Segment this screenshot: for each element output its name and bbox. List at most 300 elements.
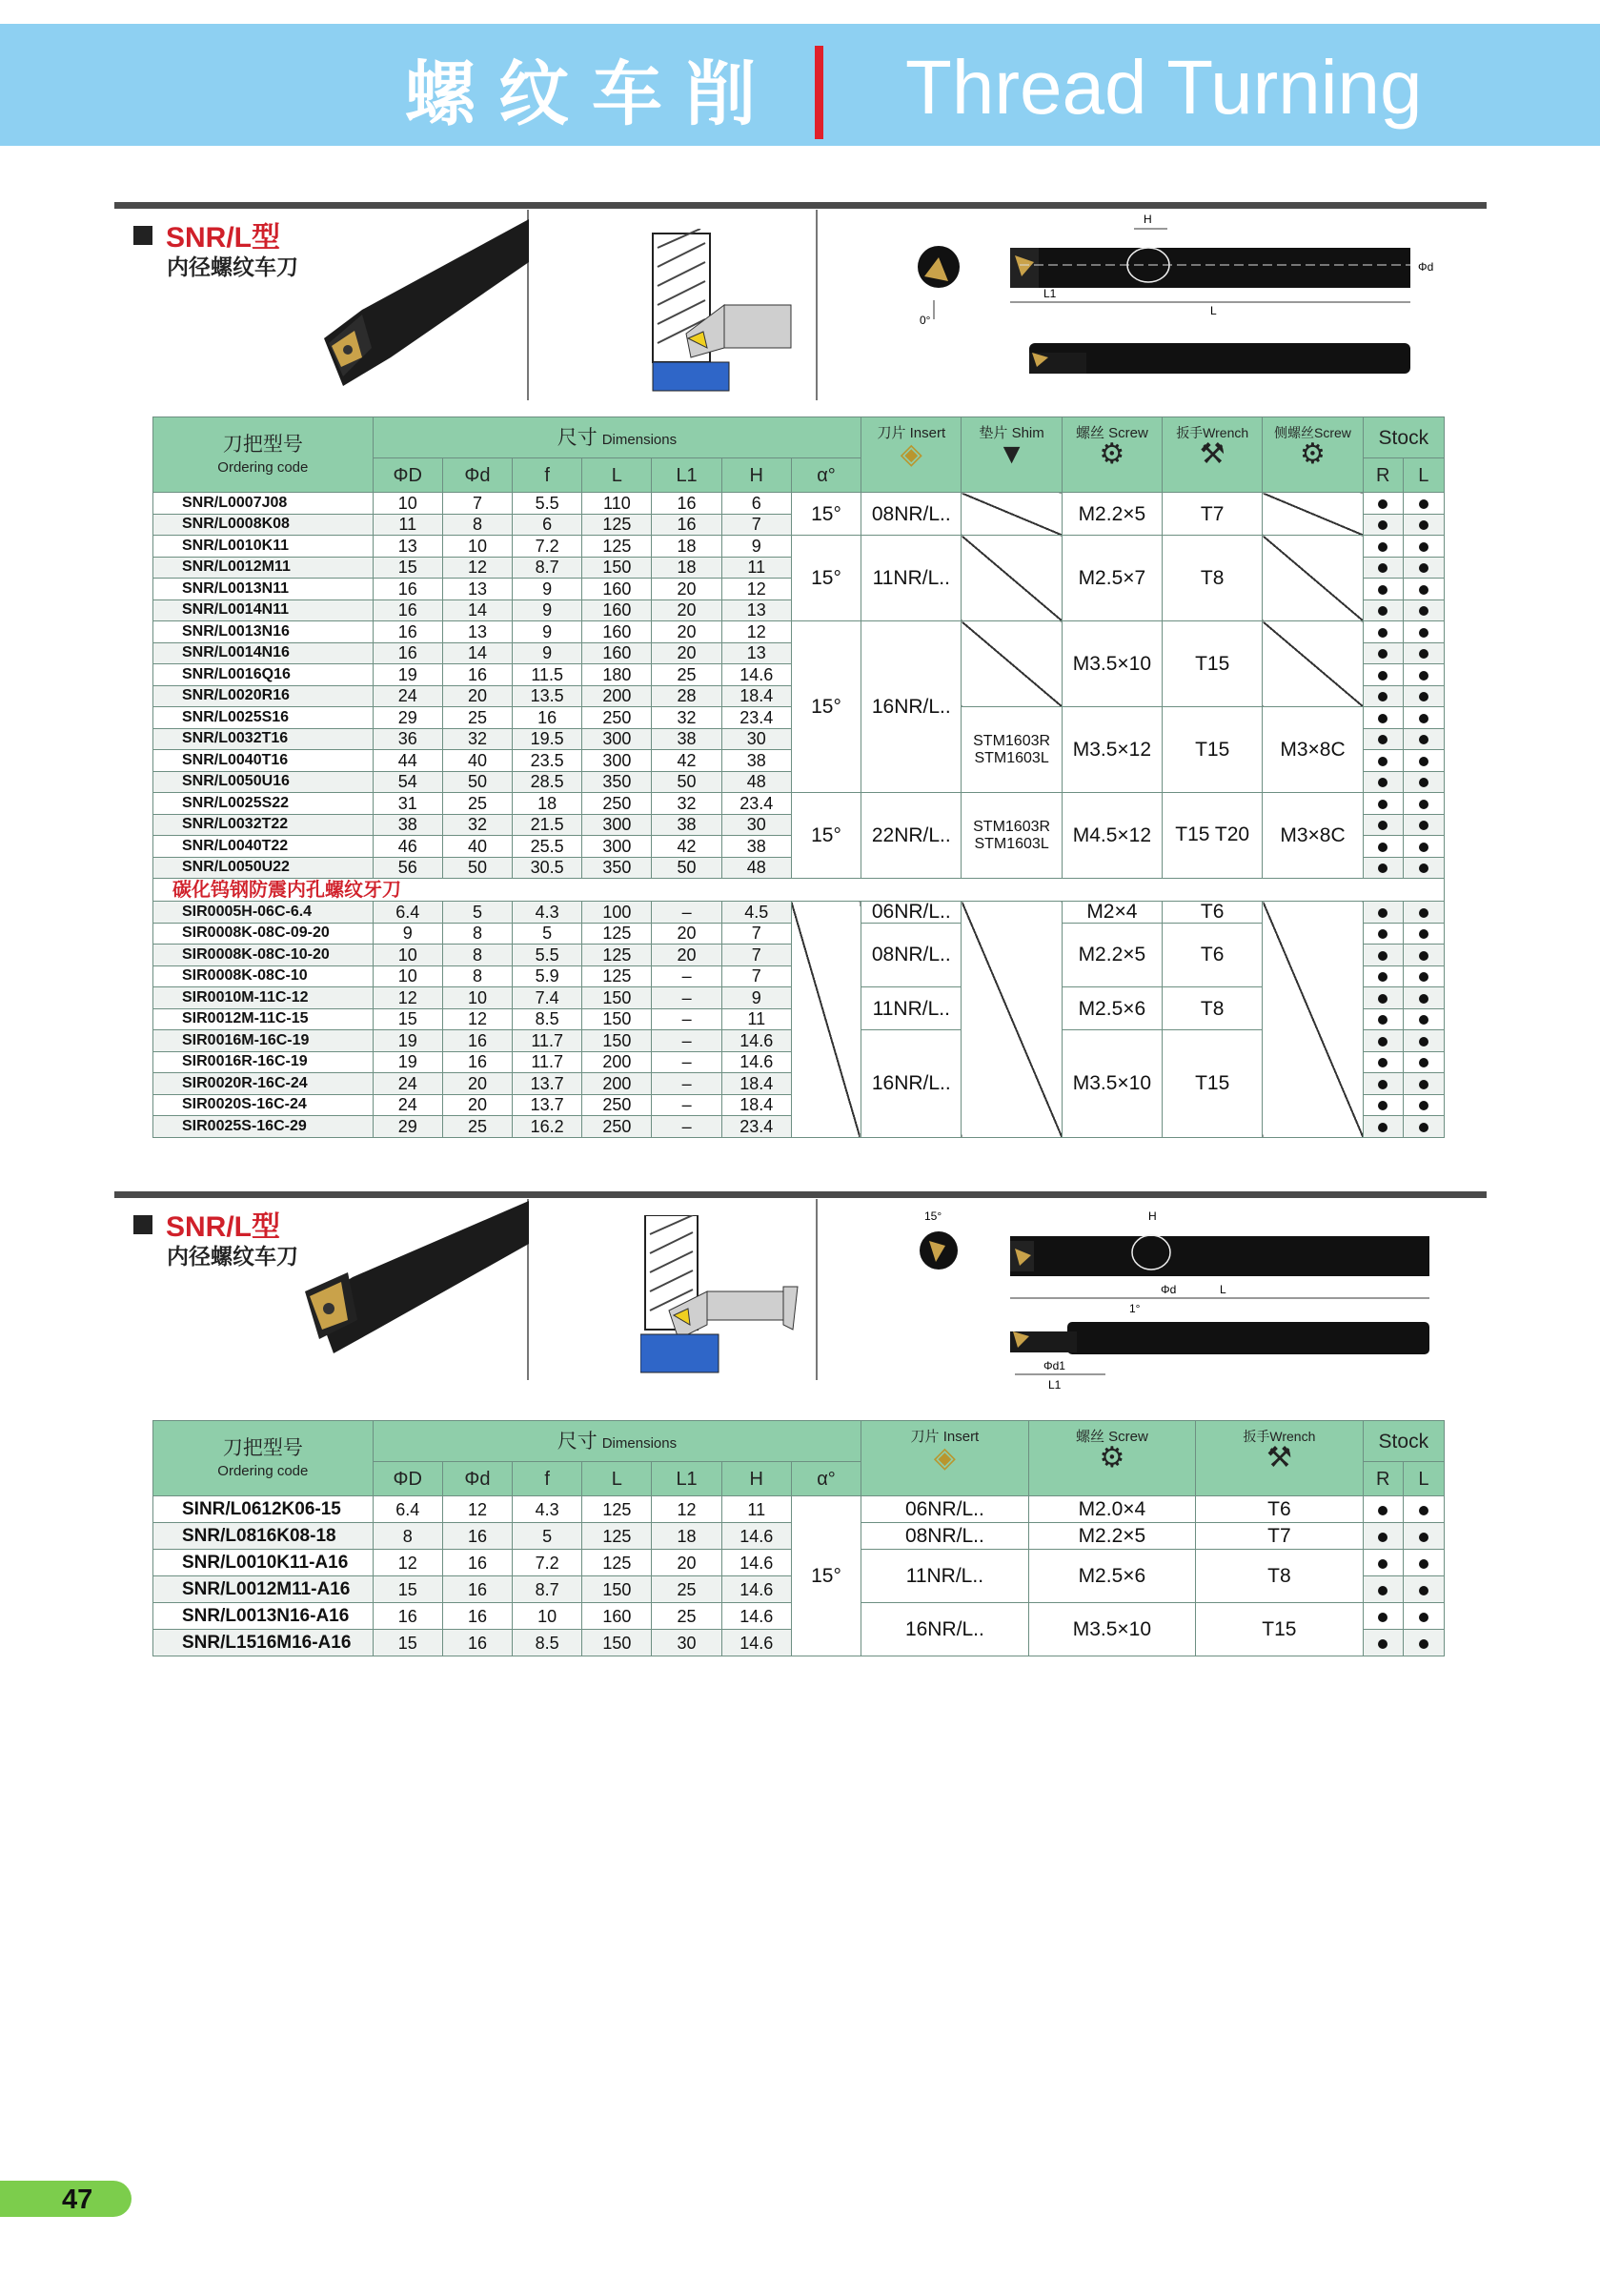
stock-r <box>1363 987 1403 1009</box>
side-screw-size: M3×8C <box>1263 793 1363 879</box>
ordering-code: SNR/L0014N16 <box>153 642 374 664</box>
dim-label-d: Φd <box>1161 1283 1177 1296</box>
stock-dot-icon <box>1378 692 1387 701</box>
ordering-code: SIR0016R-16C-19 <box>153 1051 374 1073</box>
col-ordering-code: 刀把型号 Ordering code <box>153 1421 374 1496</box>
dimension-value: 18 <box>652 1523 721 1550</box>
stock-l <box>1403 685 1444 707</box>
dimension-value: 38 <box>721 750 791 772</box>
stock-dot-icon <box>1419 864 1428 873</box>
machining-diagram <box>640 1215 812 1382</box>
bullet-square-icon <box>133 1215 152 1234</box>
dimension-value: 50 <box>442 857 512 879</box>
header-title-cn: 螺纹车削 <box>405 53 779 135</box>
dimension-value: 32 <box>652 707 721 729</box>
dimension-value: 29 <box>373 1116 442 1138</box>
wrench-size: T6 <box>1163 923 1263 987</box>
dimension-value: 20 <box>652 599 721 621</box>
screw-size: M2.0×4 <box>1028 1496 1196 1523</box>
dimension-value: 9 <box>373 923 442 945</box>
dimension-value: 150 <box>582 1008 652 1030</box>
stock-l <box>1403 836 1444 858</box>
ordering-code: SNR/L0012M11-A16 <box>153 1576 374 1603</box>
stock-dot-icon <box>1378 1101 1387 1110</box>
insert-code: 06NR/L.. <box>861 1496 1029 1523</box>
dimension-value: 9 <box>513 621 582 643</box>
insert-code: 16NR/L.. <box>861 1030 962 1138</box>
screw-size: M2×4 <box>1062 902 1162 924</box>
screw-size: M2.2×5 <box>1028 1523 1196 1550</box>
col-H: H <box>721 458 791 493</box>
stock-l <box>1403 728 1444 750</box>
stock-dot-icon <box>1419 800 1428 809</box>
dimension-value: 20 <box>652 945 721 966</box>
stock-r <box>1363 707 1403 729</box>
bullet-square-icon <box>133 226 152 245</box>
stock-r <box>1363 728 1403 750</box>
dimension-value: 200 <box>582 1073 652 1095</box>
alpha-value: 15° <box>791 493 861 536</box>
dimension-value: 10 <box>373 493 442 515</box>
stock-dot-icon <box>1378 778 1387 787</box>
col-d: Φd <box>442 458 512 493</box>
dimension-value: 125 <box>582 514 652 536</box>
ordering-code: SNR/L0014N11 <box>153 599 374 621</box>
technical-drawing <box>896 1203 1448 1403</box>
dimension-value: 25 <box>652 664 721 686</box>
dimension-value: 350 <box>582 857 652 879</box>
stock-dot-icon <box>1378 843 1387 852</box>
col-alpha: α° <box>791 458 861 493</box>
dim-label-d1: Φd1 <box>1043 1359 1065 1372</box>
dimension-value: 8 <box>442 965 512 987</box>
stock-l <box>1403 1550 1444 1576</box>
dimension-value: 12 <box>721 579 791 600</box>
stock-dot-icon <box>1419 606 1428 616</box>
stock-dot-icon <box>1378 1037 1387 1046</box>
dimension-value: 16 <box>442 1030 512 1052</box>
ordering-code: SIR0008K-08C-10-20 <box>153 945 374 966</box>
stock-l <box>1403 965 1444 987</box>
dimension-value: – <box>652 902 721 924</box>
boring-bar-photo <box>305 205 534 396</box>
dimension-value: 13.5 <box>513 685 582 707</box>
col-screw: 螺丝 Screw ⚙ <box>1062 417 1162 493</box>
stock-l <box>1403 579 1444 600</box>
col-insert: 刀片 Insert ◈ <box>861 417 962 493</box>
not-applicable-cell <box>1263 493 1363 536</box>
carbide-subheading: 碳化钨钢防震内孔螺纹牙刀 <box>153 879 1445 902</box>
dimension-value: 10 <box>373 965 442 987</box>
dim-label-l: L <box>1220 1283 1226 1296</box>
technical-drawing <box>896 210 1439 400</box>
dimension-value: 7 <box>721 945 791 966</box>
stock-dot-icon <box>1419 1058 1428 1067</box>
insert-code: 08NR/L.. <box>861 1523 1029 1550</box>
dimension-value: 42 <box>652 750 721 772</box>
stock-dot-icon <box>1419 1080 1428 1089</box>
dimension-value: 12 <box>721 621 791 643</box>
stock-dot-icon <box>1378 994 1387 1004</box>
col-side-screw: 侧螺丝Screw ⚙ <box>1263 417 1363 493</box>
screw-size: M3.5×10 <box>1028 1603 1196 1656</box>
dimension-value: 18.4 <box>721 1094 791 1116</box>
dimension-value: 8 <box>442 514 512 536</box>
stock-r <box>1363 1008 1403 1030</box>
dimension-value: 38 <box>373 814 442 836</box>
dimension-value: 11.7 <box>513 1030 582 1052</box>
dimension-value: 30 <box>721 728 791 750</box>
insert-code: 08NR/L.. <box>861 923 962 987</box>
dimension-value: 300 <box>582 728 652 750</box>
stock-dot-icon <box>1378 649 1387 659</box>
insert-code: 11NR/L.. <box>861 987 962 1030</box>
stock-dot-icon <box>1378 542 1387 552</box>
dimension-value: 300 <box>582 750 652 772</box>
stock-dot-icon <box>1378 1639 1387 1649</box>
dimension-value: 16 <box>373 599 442 621</box>
stock-r <box>1363 1523 1403 1550</box>
stock-l <box>1403 557 1444 579</box>
ordering-code: SNR/L0050U22 <box>153 857 374 879</box>
ordering-code: SNR/L0010K11 <box>153 536 374 558</box>
ordering-code: SNR/L0032T16 <box>153 728 374 750</box>
dimension-value: 25 <box>442 793 512 815</box>
dimension-value: 9 <box>513 579 582 600</box>
table-row <box>153 793 1445 815</box>
dimension-value: 40 <box>442 836 512 858</box>
dimension-value: 42 <box>652 836 721 858</box>
dimension-value: – <box>652 1030 721 1052</box>
col-wrench: 扳手Wrench ⚒ <box>1163 417 1263 493</box>
stock-r <box>1363 557 1403 579</box>
wrench-size: T15 T20 <box>1163 793 1263 879</box>
ordering-code: SNR/L0040T22 <box>153 836 374 858</box>
wrench-size: T6 <box>1163 902 1263 924</box>
stock-dot-icon <box>1419 1559 1428 1569</box>
dimension-value: 18.4 <box>721 1073 791 1095</box>
spec-table-1-body <box>153 493 1445 1138</box>
dimension-value: 19 <box>373 1030 442 1052</box>
dimension-value: 250 <box>582 1116 652 1138</box>
dimension-value: 180 <box>582 664 652 686</box>
stock-l <box>1403 814 1444 836</box>
stock-dot-icon <box>1419 778 1428 787</box>
dimension-value: 11.7 <box>513 1051 582 1073</box>
spec-table-1 <box>152 417 1445 1138</box>
dimension-value: 9 <box>721 987 791 1009</box>
col-ordering-code: 刀把型号 Ordering code <box>153 417 374 493</box>
dimension-value: 5 <box>442 902 512 924</box>
stock-r <box>1363 685 1403 707</box>
col-shim: 垫片 Shim ▼ <box>962 417 1062 493</box>
dimension-value: 8.7 <box>513 1576 582 1603</box>
col-f: f <box>513 1462 582 1496</box>
stock-r <box>1363 664 1403 686</box>
shim-code: STM1603R STM1603L <box>962 707 1062 793</box>
dimension-value: 16 <box>373 642 442 664</box>
dimension-value: – <box>652 987 721 1009</box>
dimension-value: 12 <box>442 1496 512 1523</box>
dimension-value: 8.5 <box>513 1630 582 1656</box>
dimension-value: 38 <box>721 836 791 858</box>
stock-r <box>1363 1576 1403 1603</box>
page-number: 47 <box>62 2184 93 2215</box>
col-stock: Stock <box>1363 417 1444 458</box>
stock-dot-icon <box>1419 1037 1428 1046</box>
dimension-value: 25 <box>652 1603 721 1630</box>
ordering-code: SINR/L0612K06-15 <box>153 1496 374 1523</box>
dimension-value: 5 <box>513 1523 582 1550</box>
ordering-code: SNR/L0032T22 <box>153 814 374 836</box>
dimension-value: 56 <box>373 857 442 879</box>
stock-dot-icon <box>1378 499 1387 509</box>
stock-dot-icon <box>1378 1533 1387 1542</box>
dimension-value: 4.3 <box>513 902 582 924</box>
col-L: L <box>582 1462 652 1496</box>
dimension-value: 12 <box>373 1550 442 1576</box>
dimension-value: 16 <box>442 1576 512 1603</box>
table-row <box>153 493 1445 515</box>
dimension-value: 21.5 <box>513 814 582 836</box>
stock-r <box>1363 814 1403 836</box>
stock-dot-icon <box>1419 542 1428 552</box>
dimension-value: 24 <box>373 1073 442 1095</box>
ordering-code: SNR/L0013N16 <box>153 621 374 643</box>
wrench-size: T15 <box>1196 1603 1364 1656</box>
dimension-value: 16 <box>373 1603 442 1630</box>
stock-dot-icon <box>1378 520 1387 530</box>
dimension-value: 14.6 <box>721 1603 791 1630</box>
stock-dot-icon <box>1378 1058 1387 1067</box>
dimension-value: 4.3 <box>513 1496 582 1523</box>
dim-label-l1: L1 <box>1048 1378 1062 1392</box>
dimension-value: 25 <box>442 707 512 729</box>
dimension-value: 32 <box>652 793 721 815</box>
stock-dot-icon <box>1378 628 1387 638</box>
screw-size: M2.5×7 <box>1062 536 1162 621</box>
dimension-value: 300 <box>582 814 652 836</box>
dim-label-l1: L1 <box>1043 287 1057 300</box>
wrench-size: T8 <box>1163 987 1263 1030</box>
stock-dot-icon <box>1419 929 1428 939</box>
stock-dot-icon <box>1419 499 1428 509</box>
stock-l <box>1403 1576 1444 1603</box>
stock-r <box>1363 945 1403 966</box>
stock-l <box>1403 750 1444 772</box>
dimension-value: 25.5 <box>513 836 582 858</box>
stock-dot-icon <box>1378 735 1387 744</box>
dimension-value: 7 <box>721 514 791 536</box>
dimension-value: 10 <box>513 1603 582 1630</box>
dimension-value: 15 <box>373 557 442 579</box>
dimension-value: – <box>652 1051 721 1073</box>
stock-dot-icon <box>1419 972 1428 982</box>
stock-l <box>1403 493 1444 515</box>
stock-l <box>1403 857 1444 879</box>
screw-size: M2.5×6 <box>1062 987 1162 1030</box>
dimension-value: 16 <box>373 579 442 600</box>
section2-subtitle: 内径螺纹车刀 <box>167 1245 298 1270</box>
stock-r <box>1363 621 1403 643</box>
wrench-size: T8 <box>1163 536 1263 621</box>
ordering-code: SIR0010M-11C-12 <box>153 987 374 1009</box>
dimension-value: 24 <box>373 1094 442 1116</box>
ordering-code: SNR/L0013N11 <box>153 579 374 600</box>
stock-l <box>1403 902 1444 924</box>
dimension-value: 18.4 <box>721 685 791 707</box>
not-applicable-cell <box>962 493 1062 536</box>
stock-dot-icon <box>1378 757 1387 766</box>
wrench-size: T15 <box>1163 1030 1263 1138</box>
dimension-value: 13 <box>442 621 512 643</box>
stock-dot-icon <box>1419 908 1428 918</box>
stock-r <box>1363 493 1403 515</box>
wrench-size: T8 <box>1196 1550 1364 1603</box>
stock-dot-icon <box>1378 800 1387 809</box>
dimension-value: 38 <box>652 728 721 750</box>
dimension-value: – <box>652 1008 721 1030</box>
dimension-value: 13 <box>721 642 791 664</box>
stock-l <box>1403 1116 1444 1138</box>
dimension-value: 200 <box>582 1051 652 1073</box>
dimension-value: 125 <box>582 1523 652 1550</box>
dimension-value: 5.9 <box>513 965 582 987</box>
ordering-code: SNR/L0816K08-18 <box>153 1523 374 1550</box>
dimension-value: 31 <box>373 793 442 815</box>
boring-bar-photo <box>286 1196 534 1377</box>
dimension-value: 5.5 <box>513 493 582 515</box>
insert-icon: ◈ <box>933 1442 956 1473</box>
dimension-value: 200 <box>582 685 652 707</box>
screw-size: M3.5×10 <box>1062 621 1162 707</box>
stock-r <box>1363 642 1403 664</box>
dimension-value: 125 <box>582 1496 652 1523</box>
stock-dot-icon <box>1419 951 1428 961</box>
stock-dot-icon <box>1419 735 1428 744</box>
stock-dot-icon <box>1419 585 1428 595</box>
section1-title: SNR/L型 <box>133 213 280 255</box>
alpha-value: 15° <box>791 1496 861 1656</box>
dimension-value: 5 <box>513 923 582 945</box>
stock-dot-icon <box>1419 1101 1428 1110</box>
wrench-size: T7 <box>1196 1523 1364 1550</box>
insert-code: 16NR/L.. <box>861 621 962 793</box>
dimension-value: 12 <box>373 987 442 1009</box>
dimension-value: 10 <box>442 536 512 558</box>
col-d: Φd <box>442 1462 512 1496</box>
dimension-value: 12 <box>652 1496 721 1523</box>
dimension-value: 20 <box>652 642 721 664</box>
stock-dot-icon <box>1378 972 1387 982</box>
dimension-value: 19 <box>373 664 442 686</box>
dimension-value: 14.6 <box>721 664 791 686</box>
stock-l <box>1403 923 1444 945</box>
col-alpha: α° <box>791 1462 861 1496</box>
insert-code: 08NR/L.. <box>861 493 962 536</box>
dimension-value: 23.4 <box>721 1116 791 1138</box>
not-applicable-cell <box>791 902 861 1138</box>
not-applicable-cell <box>962 621 1062 707</box>
dimension-value: 20 <box>442 1094 512 1116</box>
stock-dot-icon <box>1378 1586 1387 1595</box>
stock-l <box>1403 1073 1444 1095</box>
ordering-code: SNR/L0007J08 <box>153 493 374 515</box>
dimension-value: 8 <box>442 923 512 945</box>
ordering-code: SIR0008K-08C-10 <box>153 965 374 987</box>
col-screw: 螺丝 Screw ⚙ <box>1028 1421 1196 1496</box>
dimension-value: 110 <box>582 493 652 515</box>
dimension-value: 150 <box>582 987 652 1009</box>
header-separator <box>815 46 823 139</box>
dimension-value: 18 <box>652 557 721 579</box>
stock-l <box>1403 1603 1444 1630</box>
dimension-value: 300 <box>582 836 652 858</box>
ordering-code: SIR0012M-11C-15 <box>153 1008 374 1030</box>
dimension-value: 10 <box>373 945 442 966</box>
stock-l <box>1403 1523 1444 1550</box>
dimension-value: 16 <box>652 493 721 515</box>
screw-size: M2.2×5 <box>1062 923 1162 987</box>
col-D: ΦD <box>373 458 442 493</box>
ordering-code: SNR/L0012M11 <box>153 557 374 579</box>
dimension-value: 23.5 <box>513 750 582 772</box>
stock-l <box>1403 1051 1444 1073</box>
insert-code: 22NR/L.. <box>861 793 962 879</box>
col-f: f <box>513 458 582 493</box>
dimension-value: 16 <box>442 1603 512 1630</box>
stock-dot-icon <box>1378 671 1387 681</box>
stock-r <box>1363 1030 1403 1052</box>
stock-dot-icon <box>1419 1613 1428 1622</box>
dimension-value: 25 <box>442 1116 512 1138</box>
dimension-value: 150 <box>582 1030 652 1052</box>
stock-l <box>1403 1094 1444 1116</box>
stock-dot-icon <box>1419 843 1428 852</box>
stock-r <box>1363 902 1403 924</box>
table-row <box>153 621 1445 643</box>
dimension-value: 160 <box>582 1603 652 1630</box>
ordering-code: SNR/L0008K08 <box>153 514 374 536</box>
dimension-value: 20 <box>442 1073 512 1095</box>
stock-r <box>1363 1603 1403 1630</box>
dimension-value: 9 <box>721 536 791 558</box>
dimension-value: 150 <box>582 1630 652 1656</box>
stock-dot-icon <box>1378 1506 1387 1515</box>
stock-l <box>1403 771 1444 793</box>
ordering-code: SNR/L0013N16-A16 <box>153 1603 374 1630</box>
ordering-code: SNR/L0025S16 <box>153 707 374 729</box>
dimension-value: 7 <box>721 923 791 945</box>
dim-label-d: Φd <box>1418 260 1434 274</box>
stock-r <box>1363 1073 1403 1095</box>
stock-l <box>1403 793 1444 815</box>
dimension-value: 160 <box>582 621 652 643</box>
col-dimensions: 尺寸 Dimensions <box>373 417 861 458</box>
stock-r <box>1363 836 1403 858</box>
dimension-value: 44 <box>373 750 442 772</box>
col-stock-l: L <box>1403 1462 1444 1496</box>
dimension-value: 11.5 <box>513 664 582 686</box>
dimension-value: 30 <box>652 1630 721 1656</box>
stock-dot-icon <box>1378 1080 1387 1089</box>
stock-dot-icon <box>1419 671 1428 681</box>
dimension-value: 125 <box>582 923 652 945</box>
stock-dot-icon <box>1419 520 1428 530</box>
stock-dot-icon <box>1419 1533 1428 1542</box>
dimension-value: 30 <box>721 814 791 836</box>
stock-l <box>1403 536 1444 558</box>
